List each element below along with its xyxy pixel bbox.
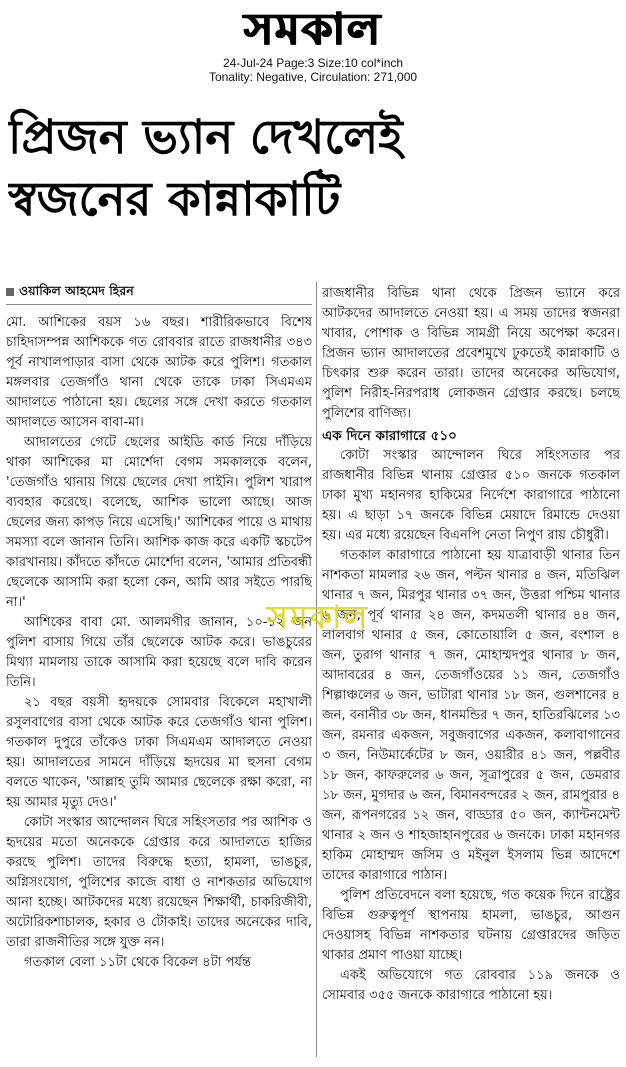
newspaper-logo: সমকাল: [244, 4, 382, 55]
paragraph: একই অভিযোগে গত রোববার ১১৯ জনকে ও সোমবার ৩৫৫ জনকে কারাগারে পাঠানো হয়।: [322, 968, 620, 1003]
clipping-meta-line1: 24-Jul-24 Page:3 Size:10 col*inch: [222, 56, 404, 70]
watermark-logo: সমকাল: [266, 598, 370, 636]
paragraph: মো. আশিকের বয়স ১৬ বছর। শারীরিকভাবে বিশেষ চাহিদাসম্পন্ন আশিককে গত রোববার রাতে রাজধানীর ৩৪৩ পূর্ব নাখালপাড়ার বাসা থেকে আটক করে পুলিশ। গতকাল মঙ্গলবার তেজগাঁও থানা থেকে তাকে ঢাকা সিএমএম আদালতে পাঠানো হয়। ছেলের সঙ্গে দেখা করতে গতকাল আদালতে আসেন বাবা-মা।: [6, 315, 312, 430]
headline-line-2: স্বজনের কান্নাকাটি: [8, 172, 341, 227]
paragraph: কোটা সংস্কার আন্দোলন ঘিরে সহিংসতার পর আশিক ও হৃদয়ের মতো অনেককে গ্রেপ্তার করে আদালতে হাজির করছে পুলিশ। তাদের বিরুদ্ধে হত্যা, হামলা, ভাঙচুর, অগ্নিসংযোগ, পুলিশের কাজে বাধা ও নাশকতার অভিযোগ আনা হচ্ছে। আটকদের মধ্যে রয়েছেন শিক্ষার্থী, চাকরিজীবী, অটোরিকশাচালক, হকার ও টোকাই। তাদের অনেকের দাবি, তারা রাজনীতির সঙ্গে যুক্ত নন।: [6, 815, 312, 950]
byline-author: ওয়াকিল আহমেদ হিরন: [19, 283, 134, 298]
paragraph: গতকাল কারাগারে পাঠানো হয় যাত্রাবাড়ী থানার তিন নাশকতা মামলার ২৬ জন, পল্টন থানার ৪ জন, মতিঝিল থানার ৭ জন, মিরপুর থানার ৩৭ জন, উত্তরা পশ্চিম থানার ৬ জন, পূর্ব থানার ২৪ জন, কদমতলী থানার ৪৪ জন, লালবাগ থানার ৫ জন, কোতোয়ালি ৫ জন, বংশাল ৪ জন, তুরাগ থানার ৭ জন, মোহাম্মদপুর থানার ৮ জন, আদাবরের ৪ জন, তেজগাঁওয়ের ১১ জন, তেজগাঁও শিল্পাঞ্চলের ৬ জন, ভাটারা থানার ১৮ জন, গুলশানের ৪ জন, বনানীর ৩৮ জন, ধানমন্ডির ৭ জন, হাতিরঝিলের ১৩ জন, রমনার একজন, সবুজবাগের একজন, কলাবাগানের ৩ জন, নিউমার্কেটের ৮ জন, ওয়ারীর ৪১ জন, পল্লবীর ১৮ জন, কাফরুলের ৬ জন, সূত্রাপুরের ৫ জন, ডেমরার ১৮ জন, মুগদার ৬ জন, বিমানবন্দরের ২ জন, রামপুরার ৪ জন, রূপনগরের ১২ জন, বাড্ডার ৫০ জন, ক্যান্টনমেন্ট থানার ২ জন ও শাহজাহানপুরের ৬ জনকে। ঢাকা মহানগর হাকিম মোহাম্মদ জসিম ও মইনুল ইসলাম ভিন্ন আদেশে তাদের কারাগারে পাঠান।: [322, 548, 620, 883]
headline-line-1: প্রিজন ভ্যান দেখলেই: [8, 110, 403, 165]
headline: [8, 108, 618, 232]
clipping-meta-line2: Tonality: Negative, Circulation: 271,000: [208, 70, 418, 84]
column-divider: [316, 282, 317, 1057]
paragraph: গতকাল বেলা ১১টা থেকে বিকেল ৪টা পর্যন্ত: [24, 955, 251, 970]
paragraph: আশিকের বাবা মো. আলমগীর জানান, ১০-১২ জন পুলিশ বাসায় গিয়ে তাঁর ছেলেকে আটক করে। ভাঙচুরের মিথ্যা মামলায় তাকে আসামি করা হয়েছে বলে দাবি করেন তিনি।: [6, 615, 312, 690]
paragraph: কোটা সংস্কার আন্দোলন ঘিরে সহিংসতার পর রাজধানীর বিভিন্ন থানায় গ্রেপ্তার ৫১০ জনকে গতকাল ঢাকা মুখ্য মহানগর হাকিমের নির্দেশে কারাগারে পাঠানো হয়। এ ছাড়া ১৭ জনকে বিভিন্ন মেয়াদে রিমান্ডে দেওয়া হয়। এর মধ্যে রয়েছেন বিএনপি নেতা নিপুণ রায় চৌধুরী।: [322, 448, 620, 543]
masthead: [0, 4, 626, 84]
paragraph: রাজধানীর বিভিন্ন থানা থেকে প্রিজন ভ্যানে করে আটকদের আদালতে নেওয়া হয়। এ সময় তাদের স্বজনরা খাবার, পোশাক ও বিভিন্ন সামগ্রী নিয়ে অপেক্ষা করেন। প্রিজন ভ্যান আদালতের প্রবেশমুখে ঢুকতেই কান্নাকাটি ও চিৎকার শুরু করেন তারা। তাদের অনেকের অভিযোগ, পুলিশ নিরীহ-নিরপরাধ লোকজন গ্রেপ্তার করছে। চলছে পুলিশের বাণিজ্য।: [322, 286, 620, 421]
paragraph: পুলিশ প্রতিবেদনে বলা হয়েছে, গত কয়েক দিনে রাষ্ট্রের বিভিন্ন গুরুত্বপূর্ণ স্থাপনায় হামলা, ভাঙচুর, আগুন দেওয়াসহ বিভিন্ন নাশকতার ঘটনায় গ্রেপ্তারদের জড়িত থাকার প্রমাণ পাওয়া যাচ্ছে।: [322, 888, 620, 963]
paragraph: ২১ বছর বয়সী হৃদয়কে সোমবার বিকেলে মহাখালী রসুলবাগের বাসা থেকে আটক করে তেজগাঁও থানা পুলিশ। গতকাল দুপুরে তাঁকেও ঢাকা সিএমএম আদালতে নেওয়া হয়। আদালতের সামনে দাঁড়িয়ে হৃদয়ের মা হুসনা বেগম বলতে থাকেন, 'আল্লাহ তুমি আমার ছেলেকে রক্ষা করো, না হয় আমার মৃত্যু দেও।': [6, 695, 312, 810]
paragraph: আদালতের গেটে ছেলের আইডি কার্ড নিয়ে দাঁড়িয়ে থাকা আশিকের মা মোর্শেদা বেগম সমকালকে বলেন, 'তেজগাঁও থানায় গিয়ে ছেলের দেখা পাইনি। পুলিশ খারাপ ব্যবহার করেছে। বলেছে, আশিক ভালো আছে। আজ ছেলের জন্য কাপড় নিয়ে এসেছি।' আশিকের পায়ে ও মাথায় সমস্যা বলে জানান তিনি। আশিক কাজ করে একটি স্কচটেপ কারখানায়। কাঁদতে কাঁদতে মোর্শেদা বলেন, 'আমার প্রতিবন্ধী ছেলেকে আসামি করা হলো কেন, আমি আর সইতে পারছি না।': [6, 435, 312, 610]
subheading: এক দিনে কারাগারে ৫১০: [322, 428, 457, 444]
byline-square-icon: [6, 288, 14, 296]
byline: [6, 282, 312, 305]
